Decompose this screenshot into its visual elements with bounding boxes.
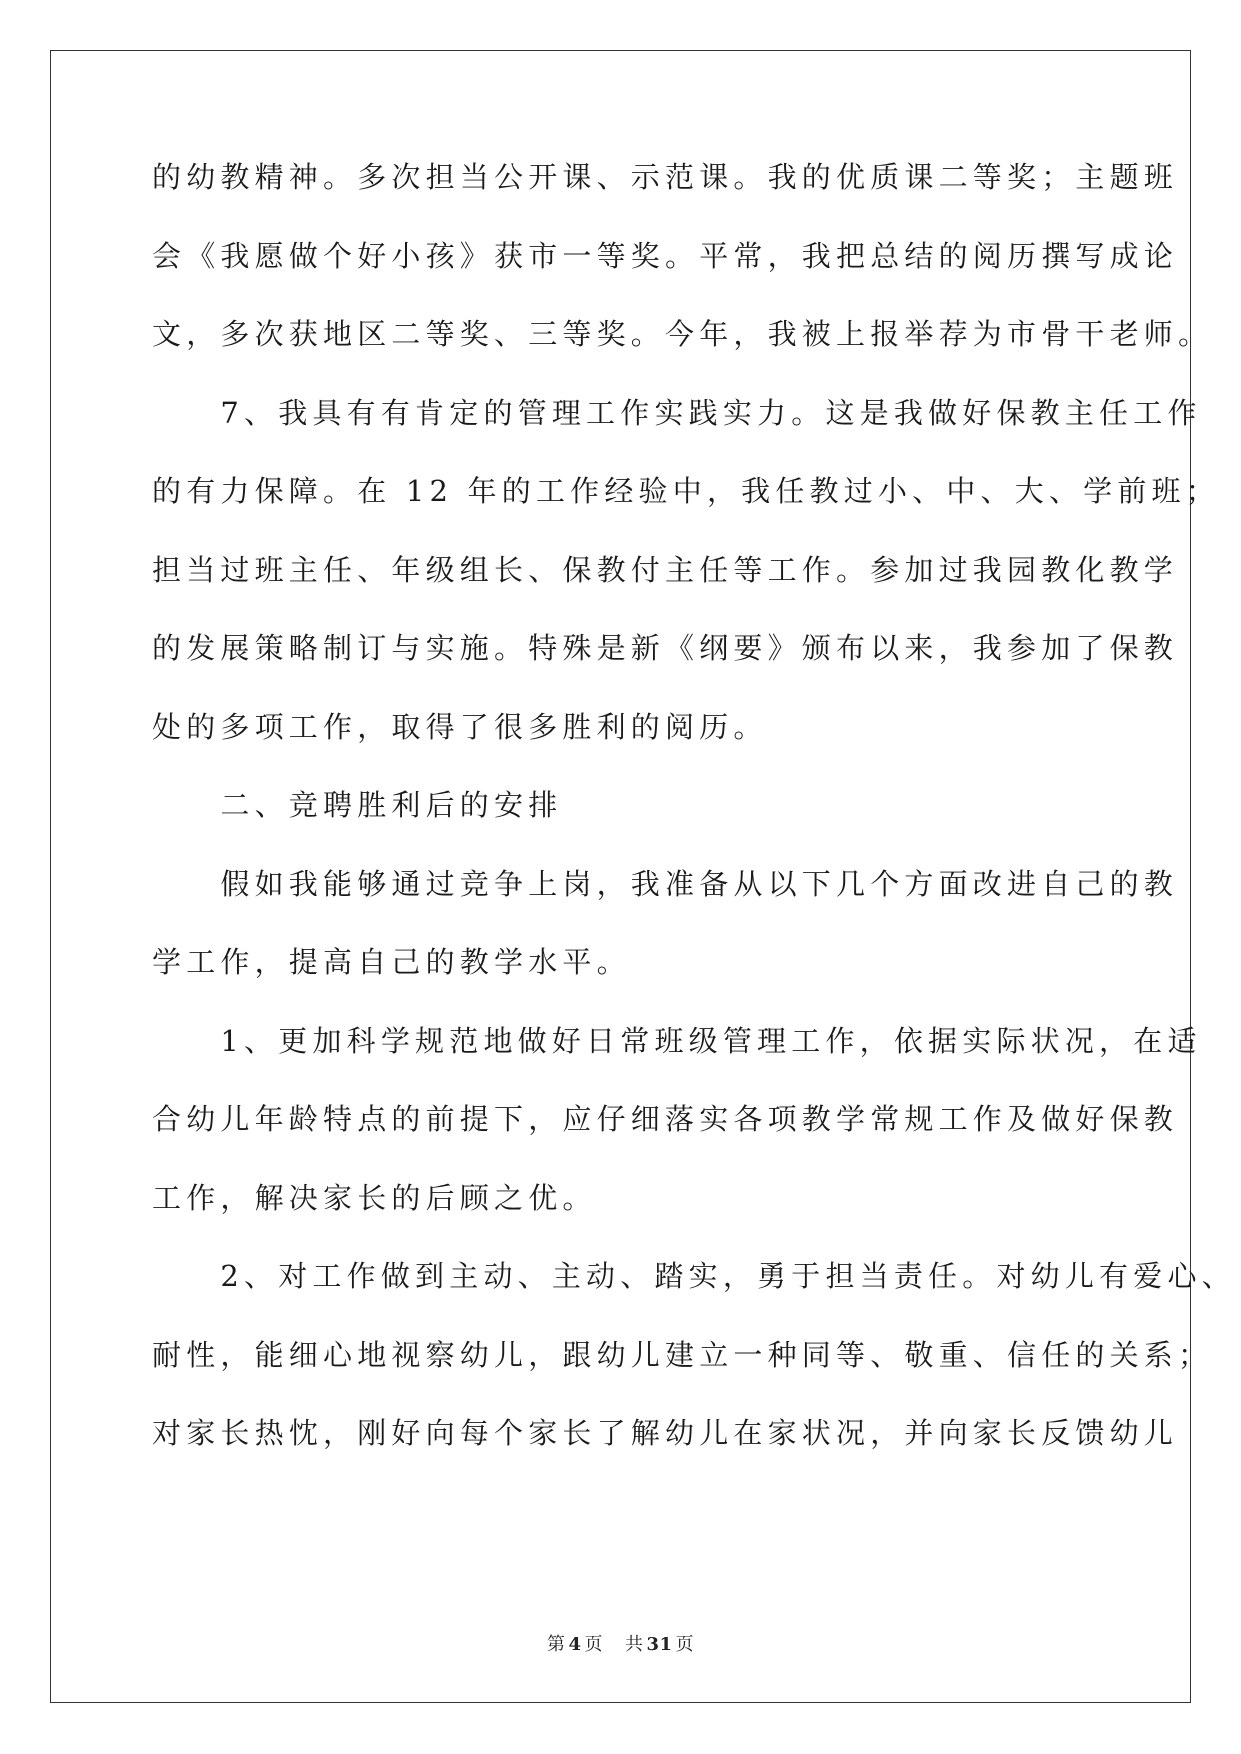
page-footer (0, 1630, 1241, 1656)
text-line: 1、更加科学规范地做好日常班级管理工作，依据实际状况，在适 (152, 1023, 1202, 1058)
footer-total-suffix: 页 (675, 1634, 695, 1655)
text-line: 假如我能够通过竞争上岗，我准备从以下几个方面改进自己的教 (152, 866, 1179, 901)
current-page-number: 4 (568, 1634, 582, 1655)
text-line: 的发展策略制订与实施。特殊是新《纲要》颁布以来，我参加了保教 (152, 631, 1179, 665)
total-pages-number: 31 (646, 1634, 673, 1655)
section-heading: 二、竞聘胜利后的安排 (152, 788, 563, 822)
text-line: 学工作，提高自己的教学水平。 (152, 945, 631, 979)
text-line: 文，多次获地区二等奖、三等奖。今年，我被上报举荐为市骨干老师。 (152, 317, 1213, 351)
text-line: 对家长热忱，刚好向每个家长了解幼儿在家状况，并向家长反馈幼儿 (152, 1416, 1179, 1450)
text-line: 2、对工作做到主动、主动、踏实，勇于担当责任。对幼儿有爱心、 (152, 1259, 1236, 1293)
text-line: 耐性，能细心地视察幼儿，跟幼儿建立一种同等、敬重、信任的关系； (152, 1337, 1213, 1372)
footer-total-prefix: 共 (624, 1634, 644, 1655)
footer-page-suffix: 页 (584, 1634, 603, 1655)
text-line: 工作，解决家长的后顾之优。 (152, 1180, 597, 1215)
text-line: 7、我具有有肯定的管理工作实践实力。这是我做好保教主任工作 (152, 395, 1202, 430)
text-line: 担当过班主任、年级组长、保教付主任等工作。参加过我园教化教学 (152, 552, 1179, 587)
text-line: 会《我愿做个好小孩》获市一等奖。平常，我把总结的阅历撰写成论 (152, 238, 1179, 273)
text-line: 处的多项工作，取得了很多胜利的阅历。 (152, 709, 768, 744)
text-line: 合幼儿年龄特点的前提下，应仔细落实各项教学常规工作及做好保教 (152, 1102, 1179, 1136)
footer-prefix: 第 (546, 1634, 566, 1655)
text-line: 的有力保障。在 12 年的工作经验中，我任教过小、中、大、学前班； (152, 474, 1220, 508)
document-body (152, 160, 1236, 1495)
text-line: 的幼教精神。多次担当公开课、示范课。我的优质课二等奖；主题班 (152, 160, 1179, 194)
